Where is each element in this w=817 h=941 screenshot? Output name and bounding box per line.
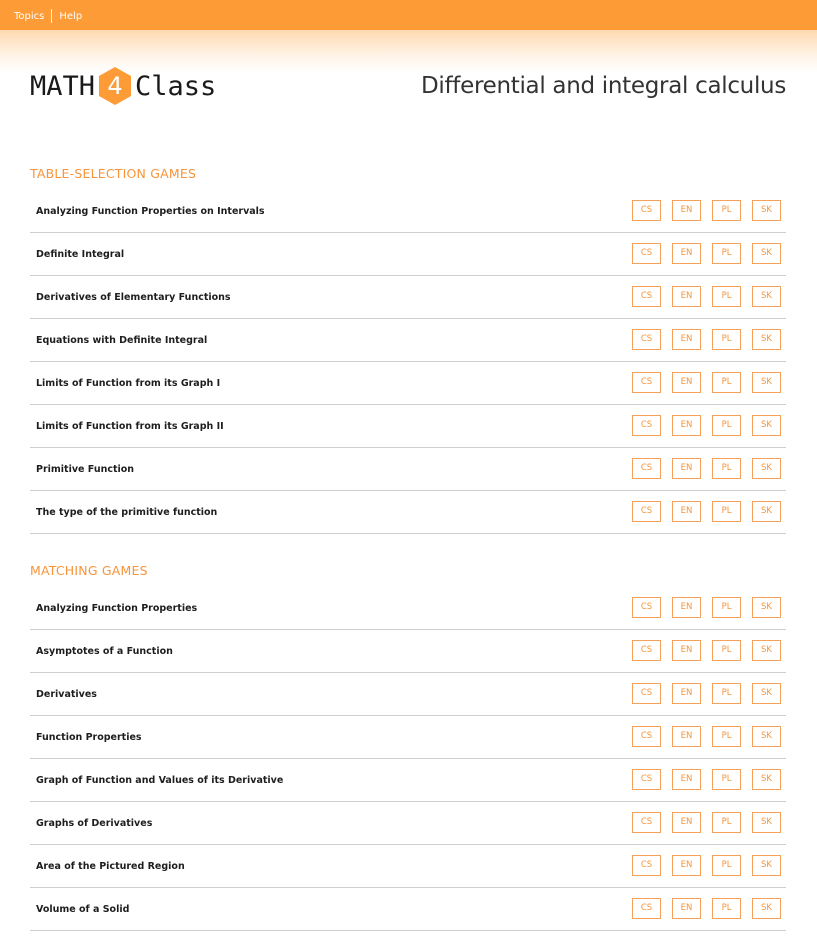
- game-title[interactable]: Derivatives: [36, 688, 97, 700]
- lang-button-cs[interactable]: CS: [632, 898, 661, 919]
- lang-button-pl[interactable]: PL: [712, 286, 741, 307]
- section-title-table-selection: TABLE-SELECTION GAMES: [30, 166, 197, 181]
- nav-separator: [51, 9, 52, 23]
- game-row: [30, 759, 786, 802]
- lang-button-en[interactable]: EN: [672, 812, 701, 833]
- game-title[interactable]: Definite Integral: [36, 248, 125, 260]
- language-buttons: [621, 640, 781, 661]
- lang-button-pl[interactable]: PL: [712, 200, 741, 221]
- game-title[interactable]: Volume of a Solid: [36, 903, 130, 915]
- lang-button-sk[interactable]: SK: [752, 372, 781, 393]
- lang-button-cs[interactable]: CS: [632, 812, 661, 833]
- lang-button-en[interactable]: EN: [672, 501, 701, 522]
- lang-button-sk[interactable]: SK: [752, 640, 781, 661]
- lang-button-pl[interactable]: PL: [712, 243, 741, 264]
- language-buttons: [621, 329, 781, 350]
- top-nav: [14, 9, 82, 23]
- language-buttons: [621, 597, 781, 618]
- lang-button-pl[interactable]: PL: [712, 683, 741, 704]
- lang-button-sk[interactable]: SK: [752, 898, 781, 919]
- game-row: [30, 233, 786, 276]
- lang-button-pl[interactable]: PL: [712, 769, 741, 790]
- language-buttons: [621, 683, 781, 704]
- language-buttons: [621, 855, 781, 876]
- lang-button-pl[interactable]: PL: [712, 415, 741, 436]
- language-buttons: [621, 501, 781, 522]
- game-title[interactable]: The type of the primitive function: [36, 506, 218, 518]
- lang-button-sk[interactable]: SK: [752, 286, 781, 307]
- logo-text-math: MATH: [30, 70, 96, 102]
- lang-button-cs[interactable]: CS: [632, 726, 661, 747]
- game-row: [30, 319, 786, 362]
- lang-button-en[interactable]: EN: [672, 640, 701, 661]
- game-row: [30, 630, 786, 673]
- game-title[interactable]: Area of the Pictured Region: [36, 860, 185, 872]
- logo-text-class: Class: [135, 70, 217, 102]
- lang-button-cs[interactable]: CS: [632, 501, 661, 522]
- game-title[interactable]: Graph of Function and Values of its Derivative: [36, 774, 284, 786]
- game-row: [30, 845, 786, 888]
- language-buttons: [621, 458, 781, 479]
- language-buttons: [621, 286, 781, 307]
- language-buttons: [621, 898, 781, 919]
- lang-button-cs[interactable]: CS: [632, 329, 661, 350]
- page-title: Differential and integral calculus: [421, 73, 786, 99]
- lang-button-en[interactable]: EN: [672, 243, 701, 264]
- game-title[interactable]: Limits of Function from its Graph II: [36, 420, 224, 432]
- game-row: [30, 190, 786, 233]
- lang-button-cs[interactable]: CS: [632, 286, 661, 307]
- game-row: [30, 491, 786, 534]
- lang-button-sk[interactable]: SK: [752, 812, 781, 833]
- lang-button-sk[interactable]: SK: [752, 597, 781, 618]
- language-buttons: [621, 415, 781, 436]
- game-row: [30, 716, 786, 759]
- lang-button-cs[interactable]: CS: [632, 683, 661, 704]
- lang-button-cs[interactable]: CS: [632, 769, 661, 790]
- lang-button-en[interactable]: EN: [672, 286, 701, 307]
- lang-button-pl[interactable]: PL: [712, 372, 741, 393]
- lang-button-en[interactable]: EN: [672, 726, 701, 747]
- lang-button-pl[interactable]: PL: [712, 597, 741, 618]
- language-buttons: [621, 372, 781, 393]
- lang-button-sk[interactable]: SK: [752, 501, 781, 522]
- lang-button-cs[interactable]: CS: [632, 597, 661, 618]
- lang-button-pl[interactable]: PL: [712, 640, 741, 661]
- language-buttons: [621, 812, 781, 833]
- lang-button-pl[interactable]: PL: [712, 329, 741, 350]
- help-link[interactable]: Help: [59, 10, 83, 22]
- lang-button-cs[interactable]: CS: [632, 243, 661, 264]
- game-row: [30, 888, 786, 931]
- game-title[interactable]: Equations with Definite Integral: [36, 334, 208, 346]
- lang-button-sk[interactable]: SK: [752, 243, 781, 264]
- game-title[interactable]: Primitive Function: [36, 463, 135, 475]
- lang-button-en[interactable]: EN: [672, 372, 701, 393]
- game-title[interactable]: Asymptotes of a Function: [36, 645, 173, 657]
- language-buttons: [621, 769, 781, 790]
- lang-button-en[interactable]: EN: [672, 329, 701, 350]
- language-buttons: [621, 243, 781, 264]
- lang-button-pl[interactable]: PL: [712, 898, 741, 919]
- lang-button-en[interactable]: EN: [672, 683, 701, 704]
- lang-button-cs[interactable]: CS: [632, 200, 661, 221]
- lang-button-cs[interactable]: CS: [632, 458, 661, 479]
- game-row: [30, 673, 786, 716]
- lang-button-sk[interactable]: SK: [752, 200, 781, 221]
- game-title[interactable]: Analyzing Function Properties on Intervals: [36, 205, 265, 217]
- lang-button-cs[interactable]: CS: [632, 415, 661, 436]
- lang-button-sk[interactable]: SK: [752, 458, 781, 479]
- game-row: [30, 802, 786, 845]
- lang-button-en[interactable]: EN: [672, 200, 701, 221]
- lang-button-pl[interactable]: PL: [712, 458, 741, 479]
- lang-button-sk[interactable]: SK: [752, 415, 781, 436]
- logo-number: 4: [107, 72, 123, 100]
- language-buttons: [621, 726, 781, 747]
- game-row: [30, 405, 786, 448]
- topics-link[interactable]: Topics: [14, 10, 45, 22]
- game-list-table-selection: [30, 190, 786, 534]
- game-title[interactable]: Graphs of Derivatives: [36, 817, 153, 829]
- lang-button-pl[interactable]: PL: [712, 501, 741, 522]
- lang-button-en[interactable]: EN: [672, 898, 701, 919]
- game-title[interactable]: Limits of Function from its Graph I: [36, 377, 221, 389]
- lang-button-en[interactable]: EN: [672, 415, 701, 436]
- lang-button-en[interactable]: EN: [672, 769, 701, 790]
- game-row: [30, 276, 786, 319]
- section-title-matching: MATCHING GAMES: [30, 563, 148, 578]
- lang-button-sk[interactable]: SK: [752, 769, 781, 790]
- game-row: [30, 587, 786, 630]
- lang-button-pl[interactable]: PL: [712, 726, 741, 747]
- lang-button-cs[interactable]: CS: [632, 640, 661, 661]
- top-bar: [0, 0, 817, 30]
- lang-button-cs[interactable]: CS: [632, 855, 661, 876]
- lang-button-sk[interactable]: SK: [752, 683, 781, 704]
- game-title[interactable]: Analyzing Function Properties: [36, 602, 198, 614]
- logo-hexagon-icon: [98, 66, 132, 106]
- game-list-matching: [30, 587, 786, 931]
- lang-button-en[interactable]: EN: [672, 458, 701, 479]
- game-row: [30, 362, 786, 405]
- lang-button-pl[interactable]: PL: [712, 812, 741, 833]
- lang-button-pl[interactable]: PL: [712, 855, 741, 876]
- language-buttons: [621, 200, 781, 221]
- game-row: [30, 448, 786, 491]
- lang-button-en[interactable]: EN: [672, 855, 701, 876]
- math4class-logo[interactable]: [30, 66, 216, 106]
- lang-button-cs[interactable]: CS: [632, 372, 661, 393]
- game-title[interactable]: Function Properties: [36, 731, 142, 743]
- game-title[interactable]: Derivatives of Elementary Functions: [36, 291, 231, 303]
- lang-button-sk[interactable]: SK: [752, 855, 781, 876]
- lang-button-sk[interactable]: SK: [752, 329, 781, 350]
- lang-button-en[interactable]: EN: [672, 597, 701, 618]
- lang-button-sk[interactable]: SK: [752, 726, 781, 747]
